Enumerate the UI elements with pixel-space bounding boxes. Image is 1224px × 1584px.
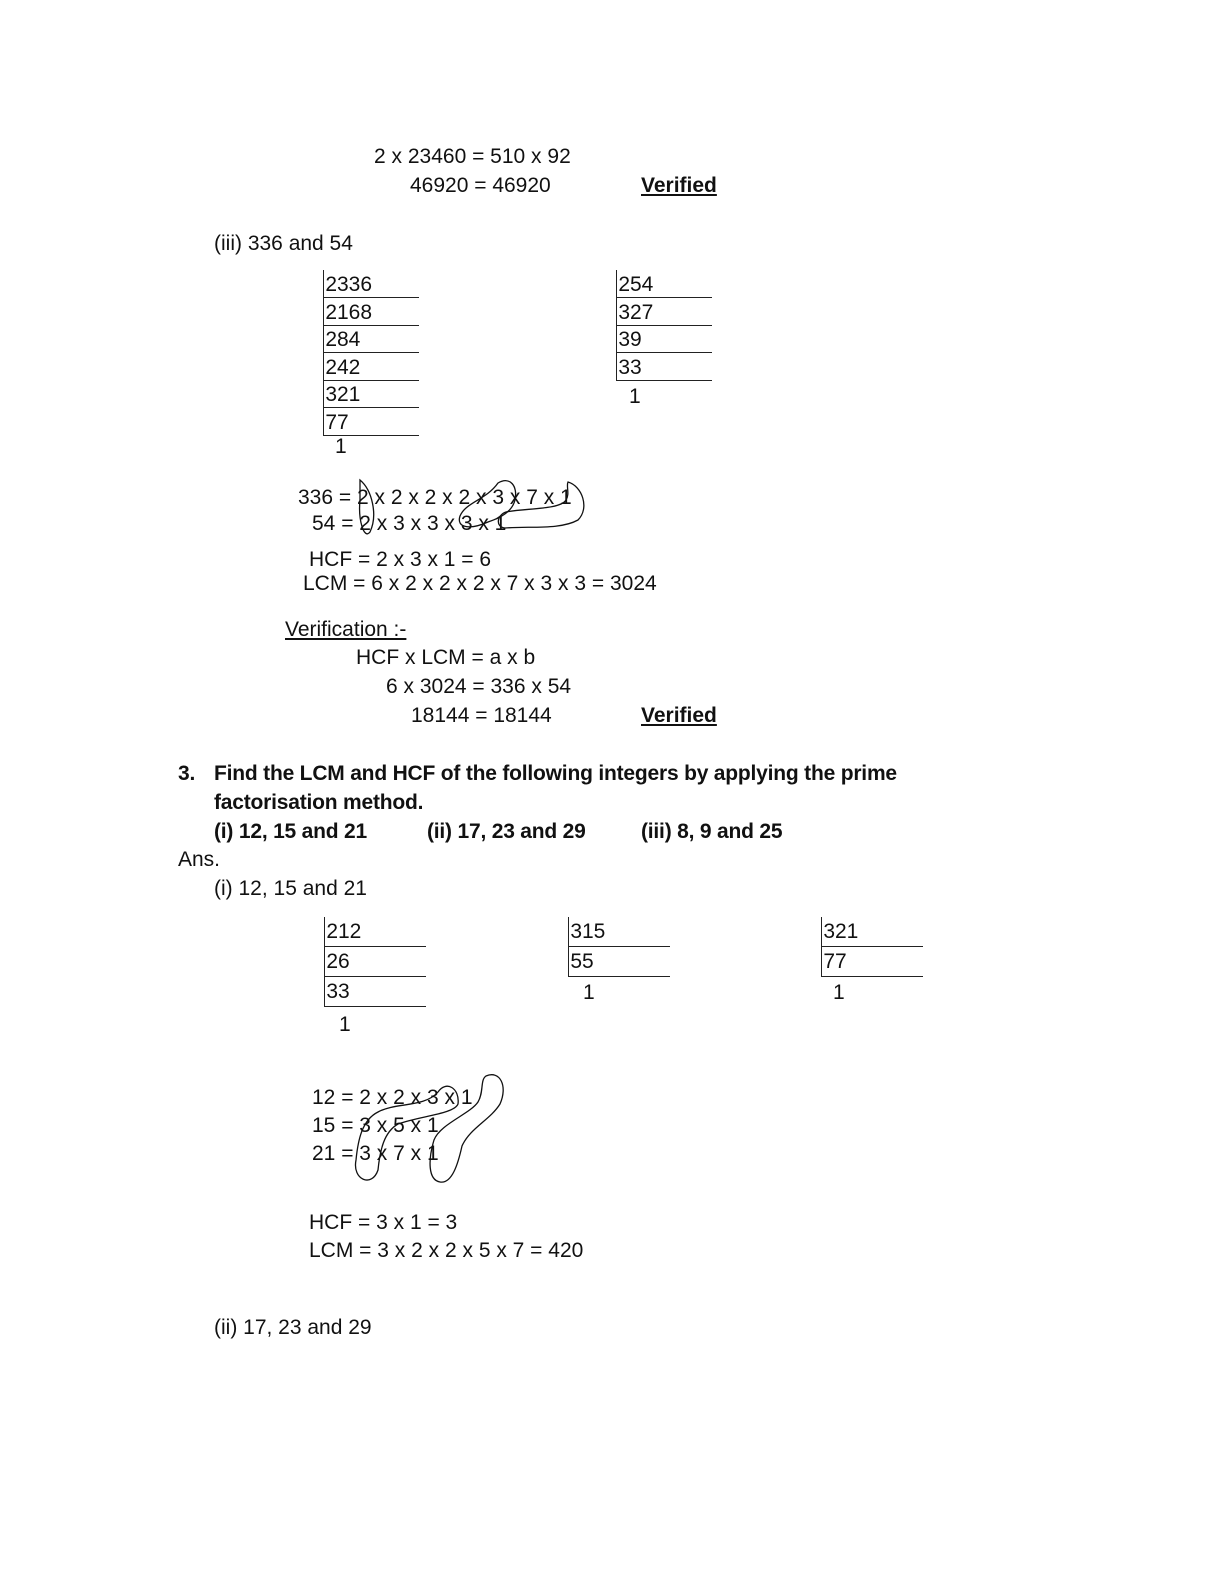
division-row: [568, 947, 670, 977]
question-option-ii: (ii) 17, 23 and 29: [427, 820, 586, 843]
lcm-result-iii: LCM = 6 x 2 x 2 x 2 x 7 x 3 x 3 = 3024: [303, 572, 657, 595]
factorisation-21: 21 = 3 x 7 x 1: [312, 1142, 439, 1165]
dividend: 336: [337, 273, 373, 296]
division-row: [324, 947, 426, 977]
division-table-336: [323, 270, 419, 458]
factorisation-15: 15 = 3 x 5 x 1: [312, 1114, 439, 1137]
dividend: 168: [337, 300, 373, 324]
division-row: [324, 917, 426, 947]
division-row: [323, 353, 419, 381]
remainder: 1: [833, 981, 845, 1004]
question-number: 3.: [178, 762, 196, 785]
division-row: [323, 270, 419, 298]
division-table-12: [324, 917, 426, 1036]
remainder: 1: [335, 435, 347, 458]
division-row: [616, 353, 712, 381]
verified-label: Verified: [641, 174, 717, 197]
part-iii-heading: (iii) 336 and 54: [214, 232, 353, 255]
division-row: [324, 977, 426, 1007]
divisor: 2: [326, 920, 338, 943]
division-row: [616, 298, 712, 326]
division-table-21: [821, 917, 923, 1004]
dividend: 3: [338, 980, 350, 1003]
dividend: 7: [835, 950, 847, 973]
verification-line3: 18144 = 18144: [411, 704, 552, 727]
division-table-15: [568, 917, 670, 1004]
divisor: 3: [570, 920, 582, 943]
dividend: 21: [835, 920, 859, 943]
divisor: 2: [326, 950, 338, 973]
dividend: 54: [630, 273, 654, 296]
hcf-result-i: HCF = 3 x 1 = 3: [309, 1211, 458, 1234]
division-row: [323, 380, 419, 408]
dividend: 7: [337, 410, 349, 434]
division-row: [821, 917, 923, 947]
divisor: 3: [618, 355, 630, 379]
division-row: [616, 270, 712, 298]
divisor: 3: [823, 920, 835, 943]
divisor: 3: [618, 300, 630, 324]
divisor: 2: [325, 273, 337, 296]
division-row: [821, 947, 923, 977]
division-row: [323, 298, 419, 326]
question-text-line1: Find the LCM and HCF of the following integers by applying the prime: [214, 762, 897, 785]
verification-line2: 6 x 3024 = 336 x 54: [386, 675, 572, 698]
remainder: 1: [629, 385, 641, 408]
prev-verification-line2: 46920 = 46920: [410, 174, 551, 197]
dividend: 5: [582, 950, 594, 973]
remainder: 1: [339, 1013, 351, 1036]
question-text-line2: factorisation method.: [214, 791, 424, 814]
dividend: 21: [337, 383, 361, 406]
dividend: 12: [338, 920, 362, 943]
part-ii-heading: (ii) 17, 23 and 29: [214, 1316, 372, 1339]
division-table-54: [616, 270, 712, 408]
division-row: [323, 408, 419, 436]
dividend: 42: [337, 355, 361, 379]
factorisation-12: 12 = 2 x 2 x 3 x 1: [312, 1086, 473, 1109]
answer-label: Ans.: [178, 848, 221, 871]
factorisation-54: 54 = 2 x 3 x 3 x 3 x 1: [312, 512, 507, 535]
divisor: 2: [325, 355, 337, 379]
divisor: 3: [325, 383, 337, 406]
question-option-i: (i) 12, 15 and 21: [214, 820, 368, 843]
lcm-result-i: LCM = 3 x 2 x 2 x 5 x 7 = 420: [309, 1239, 584, 1262]
division-row: [568, 917, 670, 947]
division-row: [616, 325, 712, 353]
hcf-result-iii: HCF = 2 x 3 x 1 = 6: [309, 548, 492, 571]
dividend: 9: [630, 328, 642, 351]
dividend: 27: [630, 300, 654, 324]
question-option-iii: (iii) 8, 9 and 25: [641, 820, 783, 843]
division-row: [323, 325, 419, 353]
verification-title: Verification :-: [285, 618, 407, 641]
divisor: 3: [618, 328, 630, 351]
verified-label: Verified: [641, 704, 717, 727]
remainder: 1: [583, 981, 595, 1004]
dividend: 3: [630, 355, 642, 379]
verification-line1: HCF x LCM = a x b: [356, 646, 536, 669]
divisor: 5: [570, 950, 582, 973]
divisor: 2: [618, 273, 630, 296]
divisor: 3: [326, 980, 338, 1003]
part-i-heading: (i) 12, 15 and 21: [214, 877, 367, 900]
dividend: 6: [338, 950, 350, 973]
dividend: 15: [582, 920, 606, 943]
dividend: 84: [337, 328, 361, 351]
divisor: 7: [325, 410, 337, 434]
prev-verification-line1: 2 x 23460 = 510 x 92: [374, 145, 571, 168]
divisor: 7: [823, 950, 835, 973]
factorisation-336: 336 = 2 x 2 x 2 x 2 x 3 x 7 x 1: [298, 486, 572, 509]
divisor: 2: [325, 300, 337, 324]
divisor: 2: [325, 328, 337, 351]
